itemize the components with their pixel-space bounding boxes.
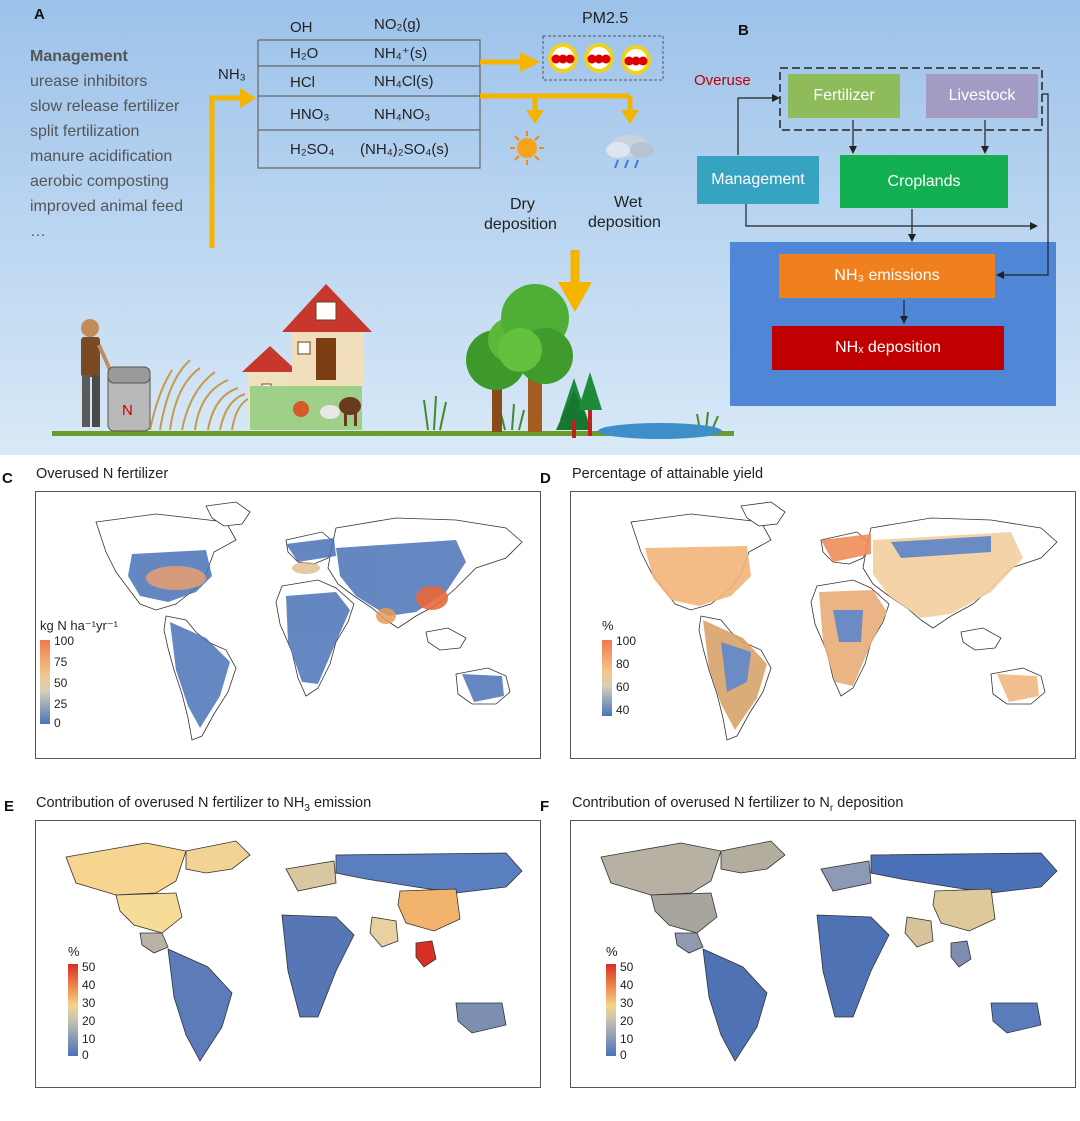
chem-left: HNO₃ xyxy=(290,106,330,123)
livestock-box: Livestock xyxy=(926,74,1038,118)
chem-left: H₂O xyxy=(290,45,319,62)
panel-e-title-end: emission xyxy=(309,795,372,811)
management-box: Management xyxy=(697,156,819,204)
nh3-arrow xyxy=(212,98,242,248)
legend-d-tick: 40 xyxy=(616,703,630,717)
management-item: … xyxy=(30,223,46,240)
management-item: aerobic composting xyxy=(30,173,169,190)
farmer-figure xyxy=(81,319,111,427)
management-item: urease inhibitors xyxy=(30,73,148,90)
fertilizer-bag-label: N xyxy=(122,402,133,419)
map-attainable-yield xyxy=(570,491,1076,759)
map-nh3-contribution xyxy=(35,820,541,1088)
legend-e-tick: 30 xyxy=(82,996,96,1010)
chem-left: HCl xyxy=(290,74,315,91)
legend-d-tick: 80 xyxy=(616,657,630,671)
legend-d-unit: % xyxy=(602,618,614,633)
panel-f-title-end: deposition xyxy=(833,795,904,811)
legend-e-tick: 0 xyxy=(82,1048,89,1062)
pine-trees xyxy=(556,372,602,438)
panel-f-title-main: Contribution of overused N fertilizer to N xyxy=(572,795,830,811)
hotspot-europe xyxy=(292,562,320,574)
pm25-label: PM2.5 xyxy=(582,10,629,27)
panel-c-title: Overused N fertilizer xyxy=(36,466,169,482)
wet-deposition-line1: Wet xyxy=(614,194,643,211)
legend-d-tick: 100 xyxy=(616,634,637,648)
chem-right: (NH₄)₂SO₄(s) xyxy=(360,141,449,158)
legend-d-tick: 60 xyxy=(616,680,630,694)
legend-c-unit: kg N ha⁻¹yr⁻¹ xyxy=(40,618,119,633)
overuse-label: Overuse xyxy=(694,72,751,89)
map-deposition-contribution xyxy=(570,820,1076,1088)
dry-deposition-line2: deposition xyxy=(484,216,557,233)
legend-f-colorbar xyxy=(606,964,616,1056)
fertilizer-box: Fertilizer xyxy=(788,74,900,118)
hotspot-india xyxy=(376,608,396,624)
legend-c-tick: 25 xyxy=(54,697,68,711)
panel-e-title xyxy=(36,795,371,814)
panel-f-title xyxy=(572,795,903,814)
legend-e-colorbar xyxy=(68,964,78,1056)
legend-f-tick: 40 xyxy=(620,978,634,992)
panel-e-title-sub: 3 xyxy=(304,802,310,814)
hotspot-china xyxy=(416,586,448,610)
legend-f xyxy=(606,944,634,1062)
legend-c-tick: 75 xyxy=(54,655,68,669)
management-item: improved animal feed xyxy=(30,198,183,215)
chem-right: NH₄Cl(s) xyxy=(374,73,434,90)
legend-f-tick: 0 xyxy=(620,1048,627,1062)
legend-e-tick: 40 xyxy=(82,978,96,992)
tree-big xyxy=(498,284,573,432)
legend-c-tick: 50 xyxy=(54,676,68,690)
management-heading: Management xyxy=(30,48,128,65)
legend-e-tick: 10 xyxy=(82,1032,96,1046)
pond xyxy=(598,423,722,439)
legend-e xyxy=(68,944,96,1062)
legend-f-tick: 30 xyxy=(620,996,634,1010)
croplands-box: Croplands xyxy=(840,155,1008,208)
hotspot-us xyxy=(146,566,206,590)
management-item: slow release fertilizer xyxy=(30,98,180,115)
fertilizer-bag-icon xyxy=(108,367,150,431)
nh3-label: NH₃ xyxy=(218,66,246,83)
legend-e-tick: 20 xyxy=(82,1014,96,1028)
panel-e-title-main: Contribution of overused N fertilizer to NH xyxy=(36,795,305,811)
panel-e-label: E xyxy=(4,798,15,815)
legend-c-colorbar xyxy=(40,640,50,724)
chem-left: H₂SO₄ xyxy=(290,141,335,158)
chem-right: NO₂(g) xyxy=(374,16,421,33)
legend-e-unit: % xyxy=(68,944,80,959)
legend-c-tick: 100 xyxy=(54,634,75,648)
legend-c xyxy=(40,618,119,730)
panel-f-label: F xyxy=(540,798,550,815)
panel-d-label: D xyxy=(540,470,551,487)
legend-e-tick: 50 xyxy=(82,960,96,974)
barn-yard xyxy=(250,386,362,430)
panel-f-title-sub: r xyxy=(829,802,834,814)
legend-c-tick: 0 xyxy=(54,716,61,730)
legend-f-tick: 10 xyxy=(620,1032,634,1046)
wheat-field xyxy=(150,360,250,430)
pm25-particles xyxy=(548,43,651,75)
dry-deposition-line1: Dry xyxy=(510,196,535,213)
nhx-deposition-box: NHₓ deposition xyxy=(772,326,1004,370)
chem-right: NH₄NO₃ xyxy=(374,106,431,123)
legend-d-colorbar xyxy=(602,640,612,716)
big-house xyxy=(282,284,372,386)
panel-a-label: A xyxy=(34,6,45,23)
legend-f-tick: 20 xyxy=(620,1014,634,1028)
wet-deposition-line2: deposition xyxy=(588,214,661,231)
chem-right: NH₄⁺(s) xyxy=(374,45,428,62)
management-item: manure acidification xyxy=(30,148,173,165)
sun-icon xyxy=(510,131,544,165)
panel-d-title: Percentage of attainable yield xyxy=(572,466,764,482)
nh3-arrowhead xyxy=(240,88,256,108)
legend-f-unit: % xyxy=(606,944,618,959)
pm-arrowhead xyxy=(520,52,540,72)
panel-c-label: C xyxy=(2,470,13,487)
panel-b-label: B xyxy=(738,22,749,39)
nh3-emissions-box: NH₃ emissions xyxy=(779,254,995,298)
legend-d xyxy=(602,618,637,717)
chem-left: OH xyxy=(290,19,313,36)
management-item: split fertilization xyxy=(30,123,140,140)
legend-f-tick: 50 xyxy=(620,960,634,974)
rain-cloud-icon xyxy=(606,135,654,168)
